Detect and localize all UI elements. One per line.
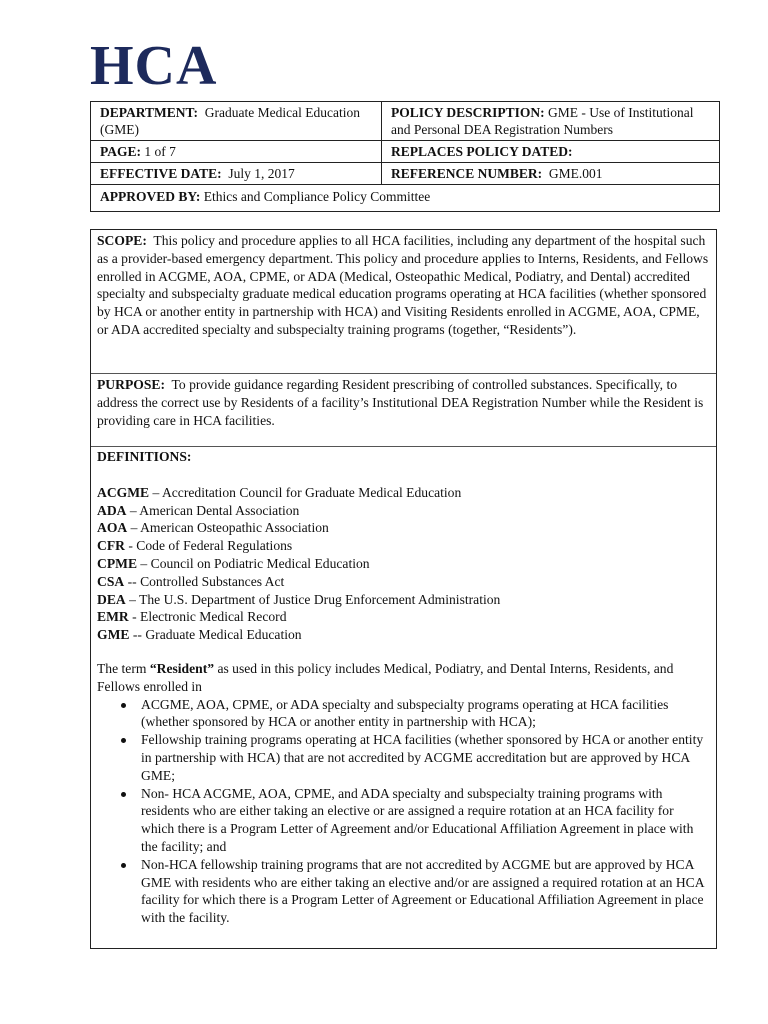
definition-term: CSA <box>97 573 125 589</box>
header-row <box>91 185 720 212</box>
list-item: Non-HCA fellowship training programs that are not accredited by ACGME but are approved by HCA GME with residents who are either taking an elective and/or are assigned a required rotation at an HCA facility for which there is a Program Letter of Agreement or Educational Affiliation Agreement in place with the facility. <box>141 856 710 927</box>
resident-suffix: as used in this policy includes Medical, Podiatry, and Dental Interns, Residents, and Fellows enrolled in <box>97 660 674 694</box>
list-item: Non- HCA ACGME, AOA, CPME, and ADA specialty and subspecialty training programs with residents who are either taking an elective or are assigned a require rotation at an HCA facility for which there is a Program Letter of Agreement and/or Educational Affiliation Agreement in place with the facility; and <box>141 785 710 856</box>
page-value: 1 of 7 <box>144 144 176 159</box>
definition-separator: – <box>127 520 141 536</box>
definition-item <box>97 608 710 626</box>
definition-item <box>97 502 710 520</box>
purpose-text: To provide guidance regarding Resident prescribing of controlled substances. Specifically, to address the correct use by Residents of a facility’s Institutional DEA Registration Number while the Resident is providing care in HCA facilities. <box>97 377 704 428</box>
definition-separator: -- <box>124 573 141 589</box>
policy-description-value: GME - Use of Institutional and Personal DEA Registration Numbers <box>391 105 694 137</box>
page-label: PAGE: <box>100 144 141 159</box>
definition-text: Controlled Substances Act <box>140 573 285 589</box>
department-cell <box>91 102 382 141</box>
department-value: Graduate Medical Education (GME) <box>100 105 360 137</box>
resident-prefix: The term <box>97 660 150 676</box>
definition-term: CFR <box>97 538 125 554</box>
definition-text: Electronic Medical Record <box>140 609 287 625</box>
definition-item <box>97 484 710 502</box>
purpose-label: PURPOSE: <box>97 377 165 392</box>
definition-separator: - <box>128 609 141 625</box>
definition-separator: -- <box>129 627 146 643</box>
policy-description-cell <box>382 102 720 141</box>
definition-item <box>97 591 710 609</box>
definition-item <box>97 626 710 644</box>
definition-text: Code of Federal Regulations <box>136 538 293 554</box>
list-item: ACGME, AOA, CPME, or ADA specialty and subspecialty programs operating at HCA facilities (whether sponsored by HCA or another entity in partnership with HCA); <box>141 696 710 732</box>
policy-description-label: POLICY DESCRIPTION: <box>391 105 545 120</box>
definition-separator: - <box>124 538 137 554</box>
approved-by-cell <box>91 185 720 212</box>
definition-term: DEA <box>97 591 126 607</box>
policy-body <box>90 229 717 949</box>
resident-bullet-list <box>97 696 710 927</box>
definition-term: ACGME <box>97 484 150 500</box>
definition-text: American Dental Association <box>139 502 300 518</box>
definition-term: GME <box>97 627 130 643</box>
replaces-cell <box>382 141 720 163</box>
definition-item <box>97 519 710 537</box>
definition-text: Graduate Medical Education <box>145 627 302 643</box>
definition-text: Council on Podiatric Medical Education <box>150 555 370 571</box>
effective-date-value: July 1, 2017 <box>228 166 295 181</box>
approved-by-label: APPROVED BY: <box>100 189 201 204</box>
definition-term: EMR <box>97 609 129 625</box>
definition-item <box>97 555 710 573</box>
purpose-section <box>91 374 716 447</box>
definition-separator: – <box>149 484 162 500</box>
definition-term: CPME <box>97 555 138 571</box>
definitions-section <box>91 447 716 927</box>
header-row <box>91 102 720 141</box>
definition-separator: – <box>125 591 140 607</box>
definitions-label: DEFINITIONS: <box>97 449 192 464</box>
approved-by-value: Ethics and Compliance Policy Committee <box>203 189 431 204</box>
definition-term: ADA <box>97 502 127 518</box>
definition-text: American Osteopathic Association <box>140 520 329 536</box>
header-row <box>91 141 720 163</box>
resident-definition-intro <box>97 660 710 696</box>
effective-date-label: EFFECTIVE DATE: <box>100 166 222 181</box>
effective-date-cell <box>91 163 382 185</box>
reference-number-value: GME.001 <box>548 166 603 181</box>
header-row <box>91 163 720 185</box>
scope-text: This policy and procedure applies to all HCA facilities, including any department of the hospital such as a provider-based emergency department. This policy and procedure applies to Interns, Residents, and Fellows enrolled in ACGME, AOA, CPME, or ADA (Medical, Osteopathic Medical, Podiatry, and Dental) accredited specialty and subspecialty graduate medical education programs operating at HCA facilities (whether sponsored by HCA or another entity in partnership with HCA) and Visiting Residents enrolled in ACGME, AOA, CPME, or ADA accredited specialty and subspecialty training programs (together, “Residents”). <box>97 233 709 337</box>
policy-header-table <box>90 101 720 212</box>
definition-list <box>97 484 710 644</box>
definition-item <box>97 573 710 591</box>
definition-text: The U.S. Department of Justice Drug Enforcement Administration <box>139 591 501 607</box>
definition-separator: – <box>126 502 140 518</box>
definition-item <box>97 537 710 555</box>
scope-section <box>91 230 716 374</box>
department-label: DEPARTMENT: <box>100 105 199 120</box>
definition-separator: – <box>137 555 151 571</box>
hca-logo: HCA <box>90 35 218 97</box>
reference-number-cell <box>382 163 720 185</box>
list-item: Fellowship training programs operating at HCA facilities (whether sponsored by HCA or another entity in partnership with HCA) that are not accredited by ACGME accreditation but are approved by HCA GME; <box>141 731 710 784</box>
page-cell <box>91 141 382 163</box>
resident-term: “Resident” <box>149 660 215 676</box>
reference-number-label: REFERENCE NUMBER: <box>391 166 543 181</box>
scope-label: SCOPE: <box>97 233 147 248</box>
definition-term: AOA <box>97 520 128 536</box>
replaces-label: REPLACES POLICY DATED: <box>391 144 573 159</box>
definition-text: Accreditation Council for Graduate Medical Education <box>161 484 462 500</box>
